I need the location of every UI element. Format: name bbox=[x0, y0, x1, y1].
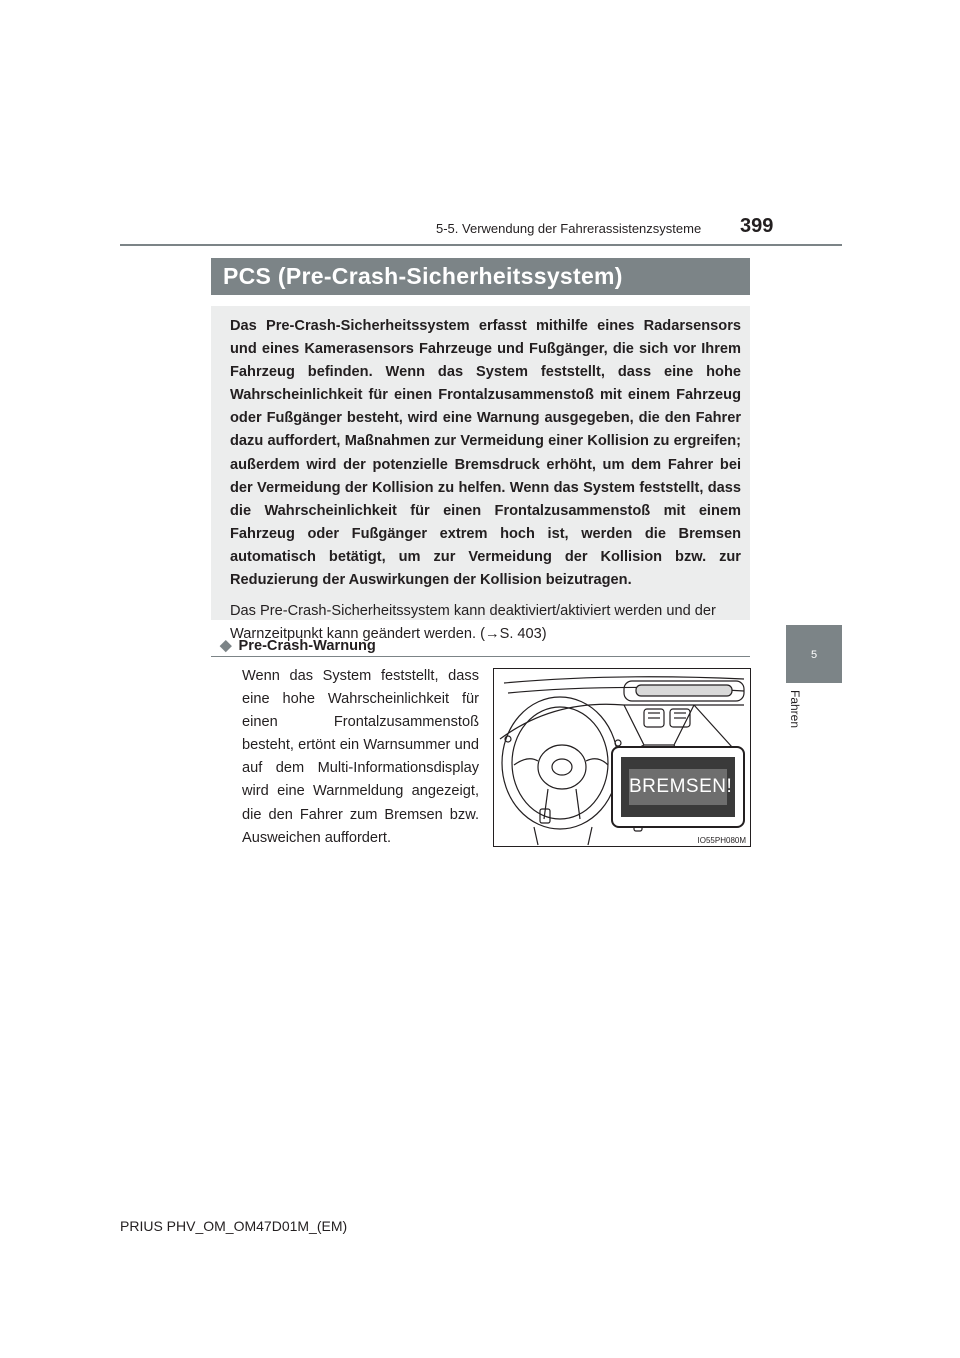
footer-doc-id: PRIUS PHV_OM_OM47D01M_(EM) bbox=[120, 1218, 348, 1234]
multi-information-display bbox=[611, 746, 745, 828]
subsection-heading-text: Pre-Crash-Warnung bbox=[238, 638, 376, 654]
chapter-label: Fahren bbox=[788, 690, 802, 729]
chapter-tab[interactable] bbox=[786, 625, 842, 683]
subsection-heading bbox=[220, 636, 376, 654]
title-bar bbox=[211, 258, 750, 295]
intro-note: Das Pre-Crash-Sicherheitssystem kann deaktiviert/aktiviert werden und der Warnzeitpunkt kann geändert werden. (→S. 403) bbox=[230, 603, 716, 643]
diamond-bullet-icon: ◆ bbox=[220, 637, 232, 654]
warning-message: BREMSEN! bbox=[629, 769, 727, 805]
subsection-divider bbox=[211, 656, 750, 657]
page-title: PCS (Pre-Crash-Sicherheitssystem) bbox=[223, 263, 623, 289]
subsection-body: Wenn das System feststellt, dass eine hohe Wahrscheinlichkeit für einen Frontalzusammenstoß besteht, ertönt ein Warnsummer und auf dem Multi-Informationsdisplay wird eine Warnmeldung angezeigt, die den Fahrer zum Bremsen bzw. Ausweichen auffordert. bbox=[242, 668, 479, 846]
section-title: 5-5. Verwendung der Fahrerassistenzsysteme bbox=[436, 221, 702, 236]
page-number: 399 bbox=[740, 215, 774, 237]
chapter-number: 5 bbox=[810, 649, 818, 661]
intro-description: Das Pre-Crash-Sicherheitssystem erfasst mithilfe eines Radarsensors und eines Kamerasensors Fahrzeuge und Fußgänger, die sich vor Ihrem Fahrzeug befinden. Wenn das System feststellt, dass eine hohe Wahrscheinlichkeit für einen Frontalzusammenstoß mit einem Fahrzeug oder Fußgänger besteht, wird eine Warnung ausgegeben, die den Fahrer dazu auffordert, Maßnahmen zur Vermeidung einer Kollision zu ergreifen; außerdem wird der potenzielle Bremsdruck erhöht, um dem Fahrer bei der Vermeidung der Kollision zu helfen. Wenn das System feststellt, dass die Wahrscheinlichkeit für einen Frontalzusammenstoß mit einem Fahrzeug oder Fußgänger extrem hoch ist, werden die Bremsen automatisch betätigt, um zur Vermeidung der Kollision bzw. zur Reduzierung der Auswirkungen der Kollision beizutragen. bbox=[230, 318, 741, 589]
illustration-id: IO55PH080M bbox=[697, 836, 746, 845]
display-bezel bbox=[621, 757, 735, 817]
header-divider bbox=[120, 244, 842, 246]
intro-box bbox=[211, 306, 750, 643]
